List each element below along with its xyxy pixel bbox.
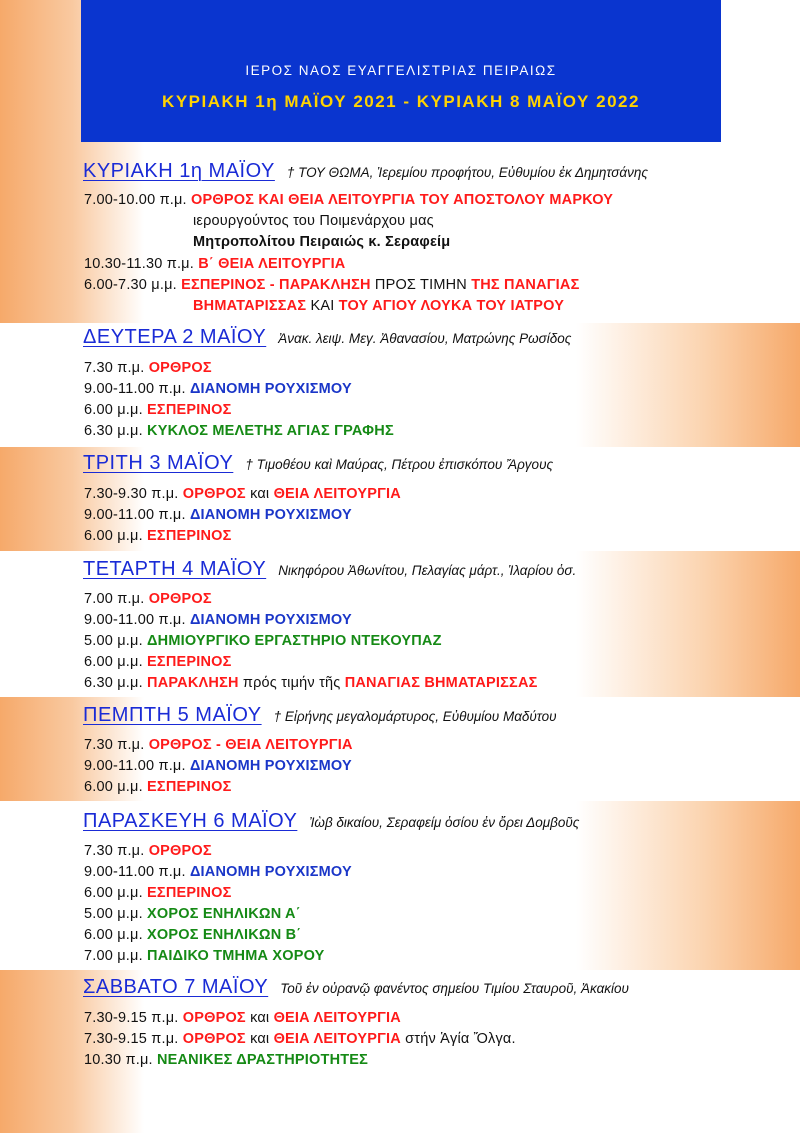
service-line: 9.00-11.00 π.μ. ΔΙΑΝΟΜΗ ΡΟΥΧΙΣΜΟΥ — [84, 381, 352, 397]
service-line: 5.00 μ.μ. ΧΟΡΟΣ ΕΝΗΛΙΚΩΝ Α΄ — [84, 906, 301, 922]
service-line: 6.00 μ.μ. ΕΣΠΕΡΙΝΟΣ — [84, 779, 232, 795]
day-saints: Ἀνακ. λειψ. Μεγ. Ἀθανασίου, Ματρώνης Ρωσίδος — [278, 331, 572, 346]
day-saints: † Τιμοθέου καὶ Μαύρας, Πέτρου ἐπισκόπου Ἄργους — [245, 457, 554, 472]
service-line: 6.00 μ.μ. ΕΣΠΕΡΙΝΟΣ — [84, 885, 232, 901]
header-banner — [81, 0, 721, 142]
day-title: ΤΡΙΤΗ 3 ΜΑΪΟΥ — [83, 452, 234, 474]
service-line: 7.30 π.μ. ΟΡΘΡΟΣ - ΘΕΙΑ ΛΕΙΤΟΥΡΓΙΑ — [84, 737, 353, 753]
service-line: ΒΗΜΑΤΑΡΙΣΣΑΣ ΚΑΙ ΤΟΥ ΑΓΙΟΥ ΛΟΥΚΑ ΤΟΥ ΙΑΤΡΟΥ — [193, 298, 565, 314]
day-saints: † ΤΟΥ ΘΩΜΑ, Ἱερεμίου προφήτου, Εὐθυμίου ἐκ Δημητσάνης — [286, 165, 648, 180]
service-line: 5.00 μ.μ. ΔΗΜΙΟΥΡΓΙΚΟ ΕΡΓΑΣΤΗΡΙΟ ΝΤΕΚΟΥΠΑΖ — [84, 633, 442, 649]
day-heading-saturday — [83, 976, 629, 999]
service-line: 9.00-11.00 π.μ. ΔΙΑΝΟΜΗ ΡΟΥΧΙΣΜΟΥ — [84, 758, 352, 774]
church-name: ΙΕΡΟΣ ΝΑΟΣ ΕΥΑΓΓΕΛΙΣΤΡΙΑΣ ΠΕΙΡΑΙΩΣ — [245, 63, 557, 78]
day-saints: Ἰὼβ δικαίου, Σεραφείμ ὁσίου ἐν ὄρει Δομβοῦς — [309, 815, 580, 830]
service-line: 9.00-11.00 π.μ. ΔΙΑΝΟΜΗ ΡΟΥΧΙΣΜΟΥ — [84, 507, 352, 523]
day-saints: Νικηφόρου Ἀθωνίτου, Πελαγίας μάρτ., Ἱλαρίου ὁσ. — [278, 563, 577, 578]
day-title: ΚΥΡΙΑΚΗ 1η ΜΑΪΟΥ — [83, 160, 275, 182]
service-line: 7.30 π.μ. ΟΡΘΡΟΣ — [84, 360, 212, 376]
service-line: ιερουργούντος του Ποιμενάρχου μας — [193, 213, 434, 229]
service-line: 9.00-11.00 π.μ. ΔΙΑΝΟΜΗ ΡΟΥΧΙΣΜΟΥ — [84, 612, 352, 628]
day-heading-monday — [83, 326, 571, 349]
schedule-period: ΚΥΡΙΑΚΗ 1η ΜΑΪΟΥ 2021 - ΚΥΡΙΑΚΗ 8 ΜΑΪΟΥ 2022 — [162, 92, 640, 111]
service-line: 6.00-7.30 μ.μ. ΕΣΠΕΡΙΝΟΣ - ΠΑΡΑΚΛΗΣΗ ΠΡΟΣ ΤΙΜΗΝ ΤΗΣ ΠΑΝΑΓΙΑΣ — [84, 277, 580, 293]
day-title: ΔΕΥΤΕΡΑ 2 ΜΑΪΟΥ — [83, 326, 267, 348]
service-line: 6.30 μ.μ. ΚΥΚΛΟΣ ΜΕΛΕΤΗΣ ΑΓΙΑΣ ΓΡΑΦΗΣ — [84, 423, 394, 439]
day-saints: † Εἰρήνης μεγαλομάρτυρος, Εὐθυμίου Μαδύτου — [273, 709, 557, 724]
day-title: ΠΑΡΑΣΚΕΥΗ 6 ΜΑΪΟΥ — [83, 810, 298, 832]
service-line: 6.00 μ.μ. ΕΣΠΕΡΙΝΟΣ — [84, 654, 232, 670]
service-line: 7.30-9.30 π.μ. ΟΡΘΡΟΣ και ΘΕΙΑ ΛΕΙΤΟΥΡΓΙΑ — [84, 486, 401, 502]
day-heading-friday — [83, 810, 579, 833]
service-line: 7.00 μ.μ. ΠΑΙΔΙΚΟ ΤΜΗΜΑ ΧΟΡΟΥ — [84, 948, 325, 964]
service-line: Μητροπολίτου Πειραιώς κ. Σεραφείμ — [193, 234, 451, 250]
service-line: 6.30 μ.μ. ΠΑΡΑΚΛΗΣΗ πρός τιμήν τῆς ΠΑΝΑΓΙΑΣ ΒΗΜΑΤΑΡΙΣΣΑΣ — [84, 675, 538, 691]
day-heading-thursday — [83, 704, 557, 727]
day-title: ΤΕΤΑΡΤΗ 4 ΜΑΪΟΥ — [83, 558, 267, 580]
day-title: ΠΕΜΠΤΗ 5 ΜΑΪΟΥ — [83, 704, 262, 726]
service-line: 6.00 μ.μ. ΧΟΡΟΣ ΕΝΗΛΙΚΩΝ Β΄ — [84, 927, 302, 943]
service-line: 7.30-9.15 π.μ. ΟΡΘΡΟΣ και ΘΕΙΑ ΛΕΙΤΟΥΡΓΙΑ — [84, 1010, 401, 1026]
day-heading-wednesday — [83, 558, 576, 581]
day-saints: Τοῦ ἐν οὐρανῷ φανέντος σημείου Τιμίου Σταυροῦ, Ἀκακίου — [280, 981, 629, 996]
service-line: 6.00 μ.μ. ΕΣΠΕΡΙΝΟΣ — [84, 402, 232, 418]
service-line: 10.30 π.μ. ΝΕΑΝΙΚΕΣ ΔΡΑΣΤΗΡΙΟΤΗΤΕΣ — [84, 1052, 369, 1068]
service-line: 7.30 π.μ. ΟΡΘΡΟΣ — [84, 843, 212, 859]
service-line: 10.30-11.30 π.μ. Β΄ ΘΕΙΑ ΛΕΙΤΟΥΡΓΙΑ — [84, 256, 346, 272]
day-title: ΣΑΒΒΑΤΟ 7 ΜΑΪΟΥ — [83, 976, 269, 998]
service-line: 7.00-10.00 π.μ. ΟΡΘΡΟΣ ΚΑΙ ΘΕΙΑ ΛΕΙΤΟΥΡΓΙΑ ΤΟΥ ΑΠΟΣΤΟΛΟΥ ΜΑΡΚΟΥ — [84, 192, 614, 208]
day-heading-tuesday — [83, 452, 553, 475]
service-line: 7.30-9.15 π.μ. ΟΡΘΡΟΣ και ΘΕΙΑ ΛΕΙΤΟΥΡΓΙΑ στήν Ἁγία Ὄλγα. — [84, 1031, 516, 1047]
service-line: 6.00 μ.μ. ΕΣΠΕΡΙΝΟΣ — [84, 528, 232, 544]
service-line: 9.00-11.00 π.μ. ΔΙΑΝΟΜΗ ΡΟΥΧΙΣΜΟΥ — [84, 864, 352, 880]
service-line: 7.00 π.μ. ΟΡΘΡΟΣ — [84, 591, 212, 607]
day-heading-sunday — [83, 160, 648, 183]
